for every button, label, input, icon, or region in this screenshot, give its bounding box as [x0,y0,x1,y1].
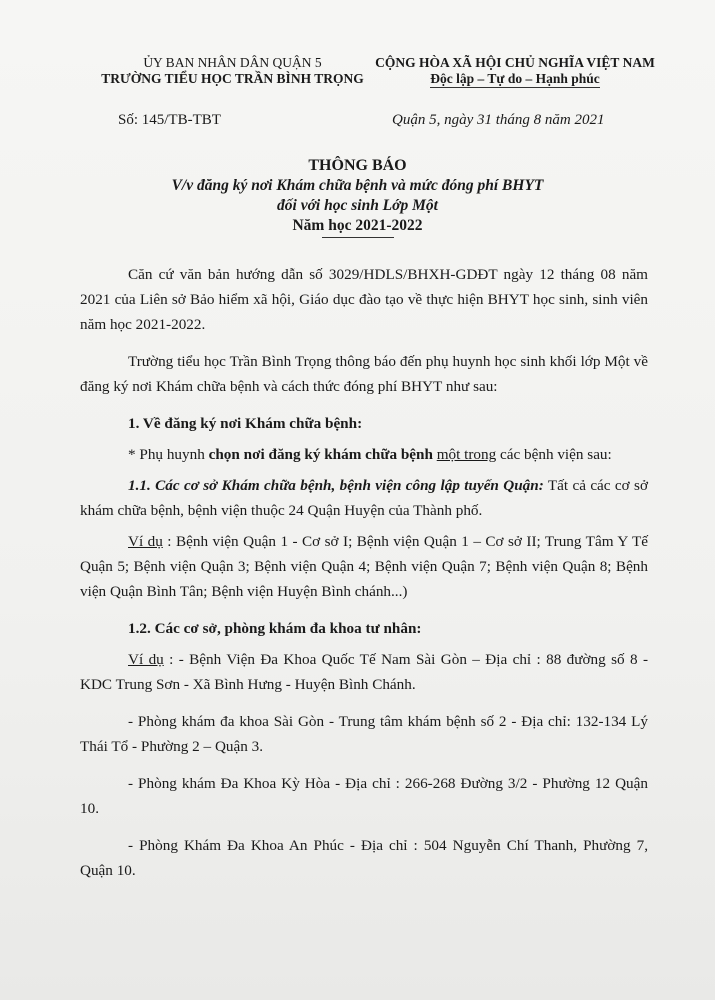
document-subject-line1: V/v đăng ký nơi Khám chữa bệnh và mức đóng phí BHYT [171,177,544,194]
national-title: CỘNG HÒA XÃ HỘI CHỦ NGHĨA VIỆT NAM [375,55,655,70]
instruction-tail: các bệnh viện sau: [496,446,612,463]
instruction-lead: * Phụ huynh [128,446,209,463]
example-text: : Bệnh viện Quận 1 - Cơ sở I; Bệnh viện Quận 1 – Cơ sở II; Trung Tâm Y Tế Quận 5; Bệnh viện Quận 3; Bệnh viện Quận 4; Bệnh viện Quận 7; Bệnh viện Quận 8; Bệnh viện Quận Bình Tân; Bệnh viện Huyện Bình chánh...) [80,533,649,600]
example-private-clinic-1 [80,647,648,697]
document-title: THÔNG BÁO [308,157,407,174]
subsection-1-2-title: 1.2. Các cơ sở, phòng khám đa khoa tư nhân: [128,620,422,637]
document-subject-line2: đối với học sinh Lớp Một [277,197,438,214]
issuer-school: TRƯỜNG TIỂU HỌC TRẦN BÌNH TRỌNG [101,71,364,86]
national-motto: Độc lập – Tự do – Hạnh phúc [430,71,600,86]
title-divider [322,237,394,238]
private-clinic-2: - Phòng khám đa khoa Sài Gòn - Trung tâm khám bệnh số 2 - Địa chỉ: 132-134 Lý Thái Tổ - Phường 2 – Quận 3. [80,713,648,755]
issuer-header [100,55,365,87]
subsection-1-1-title: 1.1. Các cơ sở Khám chữa bệnh, bệnh viện công lập tuyến Quận: [128,477,544,494]
instruction-underlined: một trong [436,446,497,463]
document-date: Quận 5, ngày 31 tháng 8 năm 2021 [392,112,605,128]
national-header [370,55,660,88]
example-label: Ví dụ [128,533,163,550]
example-public-hospitals [80,529,648,604]
section-1-heading: 1. Về đăng ký nơi Khám chữa bệnh: [128,415,363,432]
paragraph-instruction [80,442,648,467]
example-text: : - Bệnh Viện Đa Khoa Quốc Tế Nam Sài Gòn – Địa chỉ : 88 đường số 8 - KDC Trung Sơn - Xã Bình Hưng - Huyện Bình Chánh. [80,651,649,693]
issuer-authority: ỦY BAN NHÂN DÂN QUẬN 5 [143,55,322,70]
example-label: Ví dụ [128,651,164,668]
instruction-emphasis: chọn nơi đăng ký khám chữa bệnh [208,446,433,463]
private-clinic-3: - Phòng khám Đa Khoa Kỳ Hòa - Địa chỉ : 266-268 Đường 3/2 - Phường 12 Quận 10. [80,775,648,817]
paragraph-announcement: Trường tiểu học Trần Bình Trọng thông báo đến phụ huynh học sinh khối lớp Một về đăng ký nơi Khám chữa bệnh và cách thức đóng phí BHYT như sau: [80,353,648,395]
paragraph-basis: Căn cứ văn bản hướng dẫn số 3029/HDLS/BHXH-GDĐT ngày 12 tháng 08 năm 2021 của Liên sở Bảo hiểm xã hội, Giáo dục đào tạo về thực hiện BHYT học sinh, sinh viên năm học 2021-2022. [80,266,648,333]
document-number: Số: 145/TB-TBT [118,112,221,128]
subsection-1-1-text: Tất cả các cơ sở khám chữa bệnh, bệnh viện thuộc 24 Quận Huyện của Thành phố. [80,477,648,519]
school-year: Năm học 2021-2022 [292,217,423,234]
title-block [0,156,715,238]
subsection-1-1 [80,473,648,523]
private-clinic-4: - Phòng Khám Đa Khoa An Phúc - Địa chỉ : 504 Nguyễn Chí Thanh, Phường 7, Quận 10. [80,837,648,879]
document-body [80,262,648,895]
